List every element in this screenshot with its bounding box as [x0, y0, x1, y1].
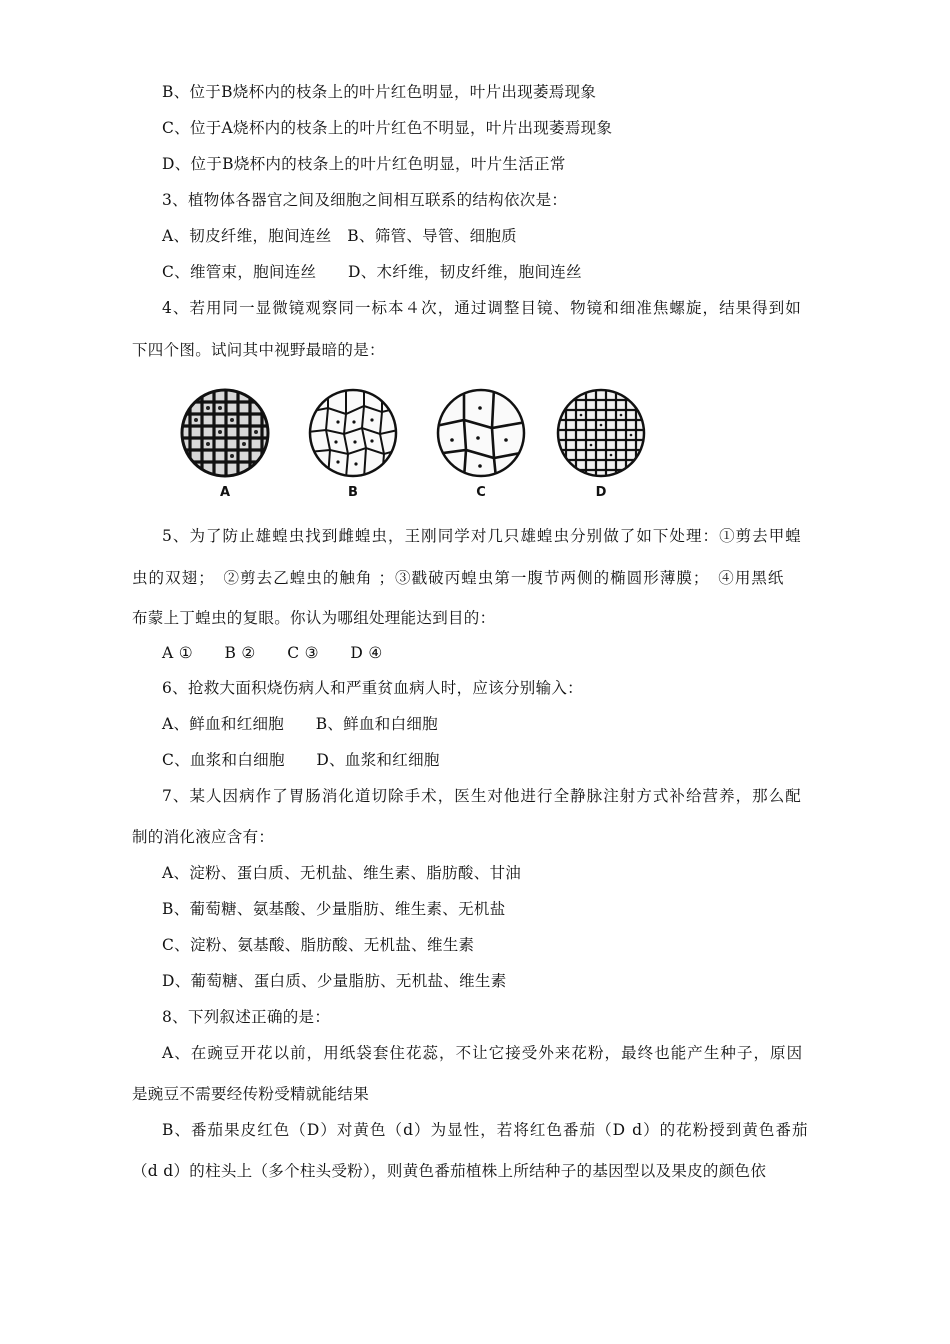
microscope-figure-a	[180, 388, 270, 500]
q3-options-cd: C、维管束，胞间连丝 D、木纤维，韧皮纤维，胞间连丝	[162, 263, 582, 281]
microscope-field-c-icon	[436, 388, 526, 478]
figure-label-c: C	[476, 485, 486, 500]
q3-options-ab: A、韧皮纤维，胞间连丝 B、筛管、导管、细胞质	[162, 227, 517, 245]
figure-label-a: A	[219, 485, 231, 500]
q8-option-b-line2: （d d）的柱头上（多个柱头受粉），则黄色番茄植株上所结种子的基因型以及果皮的颜色依	[132, 1162, 767, 1180]
microscope-figure-b	[308, 388, 398, 500]
question-5-line1: 5、为了防止雄蝗虫找到雌蝗虫，王刚同学对几只雄蝗虫分别做了如下处理：①剪去甲蝗	[162, 527, 802, 545]
question-5-line3: 布蒙上丁蝗虫的复眼。你认为哪组处理能达到目的：	[132, 609, 496, 627]
figure-label-d: D	[595, 485, 607, 500]
q6-options-cd: C、血浆和白细胞 D、血浆和红细胞	[162, 751, 440, 769]
question-7-line1: 7、某人因病作了胃肠消化道切除手术，医生对他进行全静脉注射方式补给营养，那么配	[162, 787, 802, 805]
microscope-figure-d	[556, 388, 646, 500]
q8-option-a-line2: 是豌豆不需要经传粉受精就能结果	[132, 1085, 370, 1103]
figure-label-b: B	[348, 485, 358, 500]
question-6: 6、抢救大面积烧伤病人和严重贫血病人时，应该分别输入：	[162, 679, 583, 697]
q2-option-c: C、位于A烧杯内的枝条上的叶片红色不明显，叶片出现萎焉现象	[162, 119, 613, 137]
q7-option-d: D、葡萄糖、蛋白质、少量脂肪、无机盐、维生素	[162, 972, 507, 990]
q7-option-c: C、淀粉、氨基酸、脂肪酸、无机盐、维生素	[162, 936, 475, 954]
q2-option-d: D、位于B烧杯内的枝条上的叶片红色明显，叶片生活正常	[162, 155, 566, 173]
microscope-field-a-icon	[180, 388, 270, 478]
question-4-line2: 下四个图。试问其中视野最暗的是：	[132, 341, 385, 359]
q8-option-a-line1: A、在豌豆开花以前，用纸袋套住花蕊，不让它接受外来花粉，最终也能产生种子，原因	[162, 1044, 804, 1062]
microscope-figure-c	[436, 388, 526, 500]
question-7-line2: 制的消化液应含有：	[132, 828, 275, 846]
question-5-line2: 虫的双翅； ②剪去乙蝗虫的触角 ；③戳破丙蝗虫第一腹节两侧的椭圆形薄膜； ④用黑纸	[132, 569, 785, 587]
microscope-field-d-icon	[556, 388, 646, 478]
q6-options-ab: A、鲜血和红细胞 B、鲜血和白细胞	[162, 715, 438, 733]
question-4-line1: 4、若用同一显微镜观察同一标本４次，通过调整目镜、物镜和细准焦螺旋，结果得到如	[162, 299, 802, 317]
question-8: 8、下列叙述正确的是：	[162, 1008, 331, 1026]
q7-option-a: A、淀粉、蛋白质、无机盐、维生素、脂肪酸、甘油	[162, 864, 522, 882]
q8-option-b-line1: B、番茄果皮红色（D）对黄色（d）为显性，若将红色番茄（D d）的花粉授到黄色番茄	[162, 1121, 809, 1139]
microscope-field-b-icon	[308, 388, 398, 478]
q7-option-b: B、葡萄糖、氨基酸、少量脂肪、维生素、无机盐	[162, 900, 506, 918]
q5-options: A ① B ② C ③ D ④	[162, 644, 383, 662]
q2-option-b: B、位于B烧杯内的枝条上的叶片红色明显，叶片出现萎焉现象	[162, 83, 597, 101]
question-3: 3、植物体各器官之间及细胞之间相互联系的结构依次是：	[162, 191, 568, 209]
microscope-figures	[180, 388, 650, 508]
